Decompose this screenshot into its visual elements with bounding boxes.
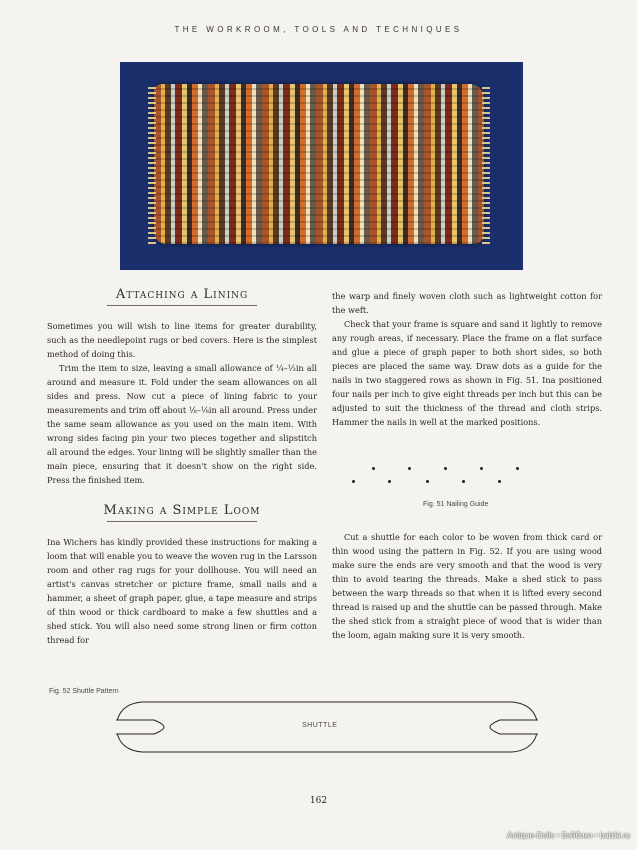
shuttle-label: SHUTTLE bbox=[302, 722, 338, 729]
heading-attaching-lining: Attaching a Lining bbox=[115, 287, 249, 302]
rug-fringe-left bbox=[148, 84, 156, 244]
nail-dot bbox=[444, 467, 447, 470]
woven-rug-image bbox=[154, 84, 484, 244]
rag-rug-photo bbox=[120, 62, 523, 270]
nail-dot bbox=[498, 480, 501, 483]
paragraph: Ina Wichers has kindly provided these instructions for making a loom that will enable you to weave the woven rug in the Larsson room and other rag rugs for your dollhouse. You will need an artist's canvas stretcher or picture frame, small nails and a hammer, a sheet of graph paper, glue, a tape measure and strips of thin wood or thick cardboard to make a few shuttles and a shed stick. You will also need some strong linen or firm cotton thread for bbox=[47, 537, 317, 645]
fig51-caption: Fig. 51 Nailing Guide bbox=[423, 501, 489, 508]
nail-dot bbox=[352, 480, 355, 483]
running-head: THE WORKROOM, TOOLS AND TECHNIQUES bbox=[174, 25, 463, 34]
paragraph: the warp and finely woven cloth such as lightweight cotton for the weft. bbox=[332, 291, 602, 315]
right-column-lower bbox=[332, 530, 602, 642]
rug-fringe-right bbox=[482, 84, 490, 244]
shuttle-pattern-figure bbox=[112, 700, 542, 758]
nail-dot bbox=[426, 480, 429, 483]
nail-dot bbox=[408, 467, 411, 470]
nail-dot bbox=[372, 467, 375, 470]
paragraph: Trim the item to size, leaving a small allowance of ¼–⅓in all around and measure it. Fold under the seam allowances on all sides and press. Now cut a piece of lining fabric to your measurements and trim off about ⅛–⅛in all around. Press under the same seam allowance as you used on the main item. With wrong sides facing pin your two pieces together and slipstitch all around the edges. Your lining will be slightly smaller than the main piece, ensuring that it doesn't show on the right side. Press the finished item. bbox=[47, 363, 317, 485]
paragraph: Cut a shuttle for each color to be woven from thick card or thin wood using the pattern in Fig. 52. If you are using wood make sure the ends are very smooth and that the wood is very thin to avoid tearing the threads. Make a shed stick to pass between the warp threads so that when it is lifted every second thread is raised up and the shuttle can be passed through. Make the shed stick from a straight piece of wood that is wider than the loom, again making sure it is very smooth. bbox=[332, 532, 602, 640]
paragraph: Sometimes you will wish to line items for greater durability, such as the needlepoint rugs or bed covers. Here is the simplest method of doing this. bbox=[47, 321, 317, 359]
nail-dot bbox=[388, 480, 391, 483]
paragraph: Check that your frame is square and sand it lightly to remove any rough areas, if necessary. Place the frame on a flat surface and glue a piece of graph paper to both short sides, so both pieces are placed the same way. Draw dots as a guide for the nails in two staggered rows as shown in Fig. 51. Ina positioned four nails per inch to give eight threads per inch but this can be adjusted to suit the thickness of the thread and cloth strips. Hammer the nails in well at the marked positions. bbox=[332, 319, 602, 427]
left-column bbox=[47, 287, 317, 647]
watermark: Antique-Dolls • Бэйбики • babiki.ru bbox=[506, 831, 630, 840]
right-column bbox=[332, 289, 602, 429]
heading-making-loom: Making a Simple Loom bbox=[103, 503, 261, 518]
nail-dot bbox=[480, 467, 483, 470]
nail-dot bbox=[516, 467, 519, 470]
page-number: 162 bbox=[309, 796, 328, 806]
fig52-caption: Fig. 52 Shuttle Pattern bbox=[49, 688, 119, 695]
nail-dot bbox=[462, 480, 465, 483]
